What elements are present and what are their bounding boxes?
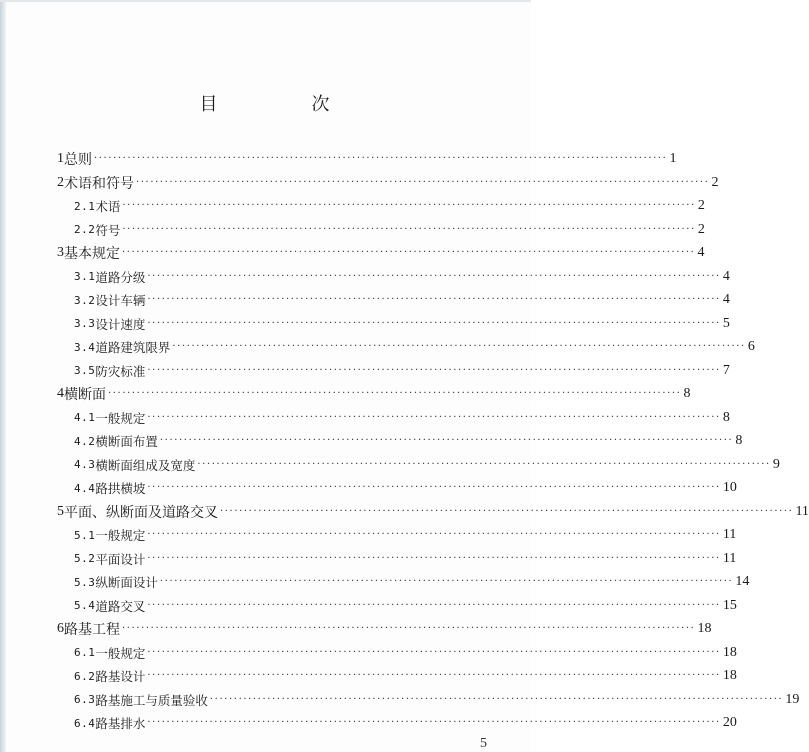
toc-entry[interactable] (74, 336, 755, 358)
toc-entry[interactable] (57, 618, 712, 640)
toc-entry-label: 道路分级 (95, 269, 146, 285)
toc-entry-label: 平面设计 (95, 551, 146, 567)
toc-entry-page: 11 (722, 550, 737, 566)
toc-entry-page: 7 (722, 362, 730, 378)
toc-entry-page: 5 (722, 315, 730, 331)
toc-entry-number: 3.5 (74, 364, 96, 377)
toc-entry-number: 6 (57, 621, 64, 636)
toc-entry-number: 6.1 (74, 646, 96, 659)
toc-entry-number: 2.1 (74, 199, 96, 213)
toc-leader-dots: ························································································································ (108, 388, 682, 399)
toc-entry-number: 3 (57, 245, 64, 260)
toc-leader-dots: ························································································································ (147, 599, 721, 611)
toc-entry[interactable] (74, 477, 737, 499)
toc-entry-label: 总则 (64, 152, 92, 168)
toc-entry-page: 8 (683, 386, 691, 401)
toc-entry[interactable] (74, 642, 737, 664)
toc-entry[interactable] (57, 501, 809, 523)
toc-entry-number: 3.3 (74, 317, 96, 330)
toc-entry-page: 18 (722, 668, 737, 683)
toc-entry-number: 5.4 (74, 599, 96, 612)
toc-entry-number: 4.2 (74, 434, 96, 448)
toc-leader-dots: ························································································································ (122, 200, 696, 211)
toc-entry[interactable] (74, 430, 743, 452)
toc-leader-dots: ························································································································ (159, 435, 734, 446)
toc-entry-label: 道路交叉 (95, 598, 146, 614)
toc-entry-page: 9 (772, 456, 780, 472)
toc-entry-label: 一般规定 (95, 528, 146, 543)
toc-entry-number: 4.4 (74, 481, 96, 495)
toc-entry-number: 5.1 (74, 528, 96, 542)
toc-entry-page: 11 (795, 503, 809, 519)
toc-leader-dots: ························································································································ (147, 529, 721, 540)
toc-entry-page: 2 (697, 221, 705, 237)
toc-entry-label: 设计速度 (95, 316, 146, 332)
toc-entry-number: 4 (57, 386, 64, 401)
toc-entry[interactable] (74, 266, 730, 288)
toc-entry-number: 6.2 (74, 669, 96, 683)
toc-entry-page: 6 (747, 339, 755, 354)
toc-entry-label: 设计车辆 (95, 293, 146, 308)
toc-leader-dots: ························································································································ (147, 411, 721, 423)
toc-leader-dots: ························································································································ (122, 247, 696, 258)
toc-entry-page: 11 (722, 527, 737, 542)
toc-entry-page: 4 (722, 268, 730, 284)
toc-entry[interactable] (57, 172, 719, 194)
toc-leader-dots: ························································································································ (136, 176, 710, 188)
toc-entry-number: 2.2 (74, 223, 96, 236)
toc-leader-dots: ························································································································ (147, 364, 721, 376)
toc-entry-page: 19 (785, 691, 800, 707)
toc-entry-number: 3.4 (74, 340, 96, 354)
toc-entry-label: 一般规定 (95, 645, 146, 661)
toc-entry-label: 路拱横坡 (95, 481, 146, 496)
toc-entry[interactable] (74, 454, 780, 476)
toc-leader-dots: ························································································································ (122, 223, 696, 235)
toc-entry[interactable] (74, 571, 750, 593)
toc-entry-label: 横断面布置 (95, 434, 158, 449)
toc-leader-dots: ························································································································ (220, 505, 794, 517)
toc-entry-page: 2 (711, 174, 719, 190)
toc-leader-dots: ························································································································ (147, 317, 721, 329)
toc-entry-page: 10 (722, 480, 737, 495)
toc-entry[interactable] (57, 383, 691, 405)
toc-entry-label: 路基施工与质量验收 (95, 692, 208, 708)
toc-leader-dots: ························································································································ (94, 153, 668, 164)
toc-entry[interactable] (74, 313, 730, 335)
toc-leader-dots: ························································································································ (147, 294, 721, 305)
toc-entry-page: 8 (722, 409, 730, 425)
toc-entry[interactable] (74, 524, 737, 546)
toc-entry[interactable] (57, 148, 677, 170)
toc-entry-number: 2 (57, 174, 64, 190)
toc-entry-number: 5.3 (74, 575, 96, 589)
toc-leader-dots: ························································································································ (147, 646, 721, 658)
toc-entry[interactable] (74, 219, 705, 241)
toc-entry[interactable] (74, 595, 737, 617)
toc-entry-page: 8 (735, 433, 743, 448)
toc-entry-label: 基本规定 (64, 246, 120, 262)
toc-entry-label: 路基设计 (95, 669, 146, 684)
toc-entry-page: 18 (722, 644, 737, 660)
toc-entry[interactable] (74, 548, 737, 570)
toc-leader-dots: ························································································································ (209, 693, 784, 705)
toc-entry-label: 路基排水 (95, 716, 146, 731)
toc-entry-label: 一般规定 (95, 410, 146, 426)
toc-entry-page: 4 (722, 292, 730, 307)
toc-title: 目 次 (199, 94, 368, 115)
toc-entry[interactable] (57, 242, 705, 264)
toc-entry-label: 防灾标准 (95, 363, 146, 379)
toc-leader-dots: ························································································································ (147, 482, 721, 493)
toc-entry-number: 5.2 (74, 552, 96, 565)
toc-entry[interactable] (74, 195, 705, 217)
toc-entry-number: 4.1 (74, 411, 96, 424)
toc-entry-number: 4.3 (74, 458, 96, 471)
toc-leader-dots: ························································································································ (197, 458, 771, 470)
page-top-edge (0, 0, 531, 2)
toc-entry-page: 20 (722, 715, 737, 730)
toc-entry[interactable] (74, 289, 730, 311)
toc-leader-dots: ························································································································ (147, 552, 721, 564)
toc-entry[interactable] (74, 689, 800, 711)
toc-entry-page: 1 (669, 151, 677, 166)
toc-entry[interactable] (74, 665, 737, 687)
toc-entry-label: 横断面 (64, 387, 106, 403)
toc-leader-dots: ························································································································ (159, 576, 734, 587)
toc-entry[interactable] (74, 712, 737, 734)
toc-leader-dots: ························································································································ (147, 670, 721, 681)
toc-entry-label: 术语 (95, 199, 121, 214)
toc-entry-number: 5 (57, 503, 64, 519)
toc-entry-label: 平面、纵断面及道路交叉 (64, 504, 218, 521)
toc-entry[interactable] (74, 407, 730, 429)
toc-leader-dots: ························································································································ (172, 341, 746, 352)
toc-entry-page: 2 (697, 198, 705, 213)
toc-entry[interactable] (74, 360, 730, 382)
page-number: 5 (480, 736, 487, 751)
toc-entry-number: 1 (57, 151, 64, 166)
toc-entry-page: 14 (735, 574, 750, 589)
toc-leader-dots: ························································································································ (122, 623, 696, 634)
toc-entry-label: 符号 (95, 222, 121, 238)
toc-entry-label: 纵断面设计 (95, 575, 158, 590)
toc-entry-page: 15 (722, 597, 737, 613)
toc-entry-label: 术语和符号 (64, 175, 134, 192)
toc-entry-number: 6.4 (74, 716, 96, 730)
toc-leader-dots: ························································································································ (147, 717, 721, 728)
toc-entry-number: 6.3 (74, 693, 96, 706)
toc-entry-label: 横断面组成及宽度 (95, 457, 196, 473)
toc-entry-label: 道路建筑限界 (95, 340, 171, 355)
toc-entry-page: 18 (697, 621, 712, 636)
toc-entry-page: 4 (697, 245, 705, 260)
toc-entry-number: 3.2 (74, 293, 96, 307)
toc-leader-dots: ························································································································ (147, 270, 721, 282)
toc-entry-number: 3.1 (74, 270, 96, 283)
toc-entry-label: 路基工程 (64, 622, 120, 638)
